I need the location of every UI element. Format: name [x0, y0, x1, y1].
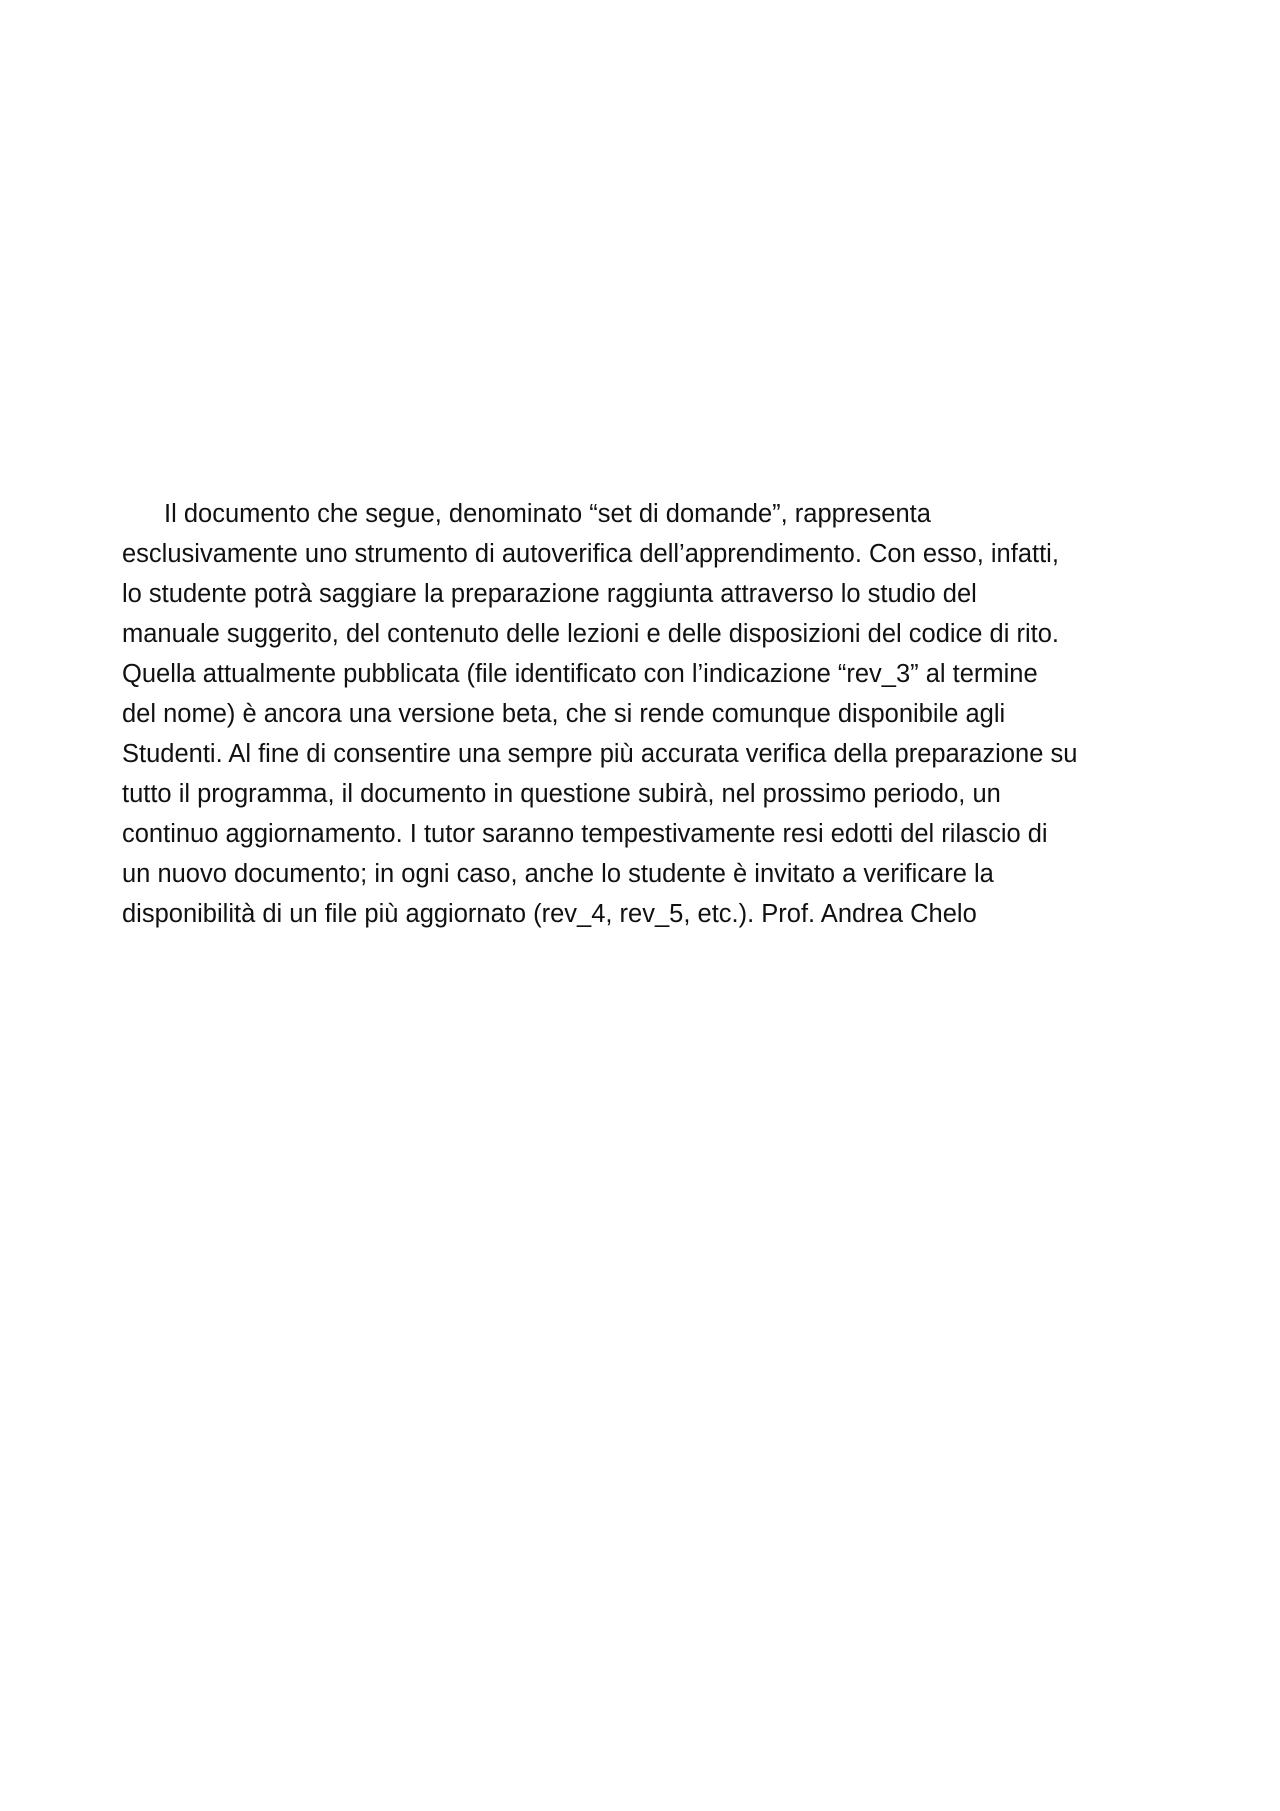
- paragraph-line: Quella attualmente pubblicata (file identificato con l’indicazione “rev_3” al termine: [122, 660, 1038, 688]
- paragraph-line: esclusivamente uno strumento di autoverifica dell’apprendimento. Con esso, infatti,: [122, 540, 1059, 568]
- paragraph-line: continuo aggiornamento. I tutor saranno tempestivamente resi edotti del rilascio di: [122, 820, 1048, 848]
- paragraph-line: del nome) è ancora una versione beta, che si rende comunque disponibile agli: [122, 700, 1006, 728]
- paragraph-line: manuale suggerito, del contenuto delle lezioni e delle disposizioni del codice di rito.: [122, 620, 1060, 648]
- paragraph-line: Il documento che segue, denominato “set di domande”, rappresenta: [164, 500, 931, 528]
- paragraph-line: lo studente potrà saggiare la preparazione raggiunta attraverso lo studio del: [122, 580, 977, 608]
- paragraph-line: Studenti. Al fine di consentire una sempre più accurata verifica della preparazione su: [122, 740, 1078, 768]
- intro-paragraph: [122, 494, 1172, 934]
- paragraph-line: un nuovo documento; in ogni caso, anche lo studente è invitato a verificare la: [122, 860, 994, 888]
- paragraph-line: tutto il programma, il documento in questione subirà, nel prossimo periodo, un: [122, 780, 1001, 808]
- paragraph-line: disponibilità di un file più aggiornato (rev_4, rev_5, etc.). Prof. Andrea Chelo: [122, 900, 977, 928]
